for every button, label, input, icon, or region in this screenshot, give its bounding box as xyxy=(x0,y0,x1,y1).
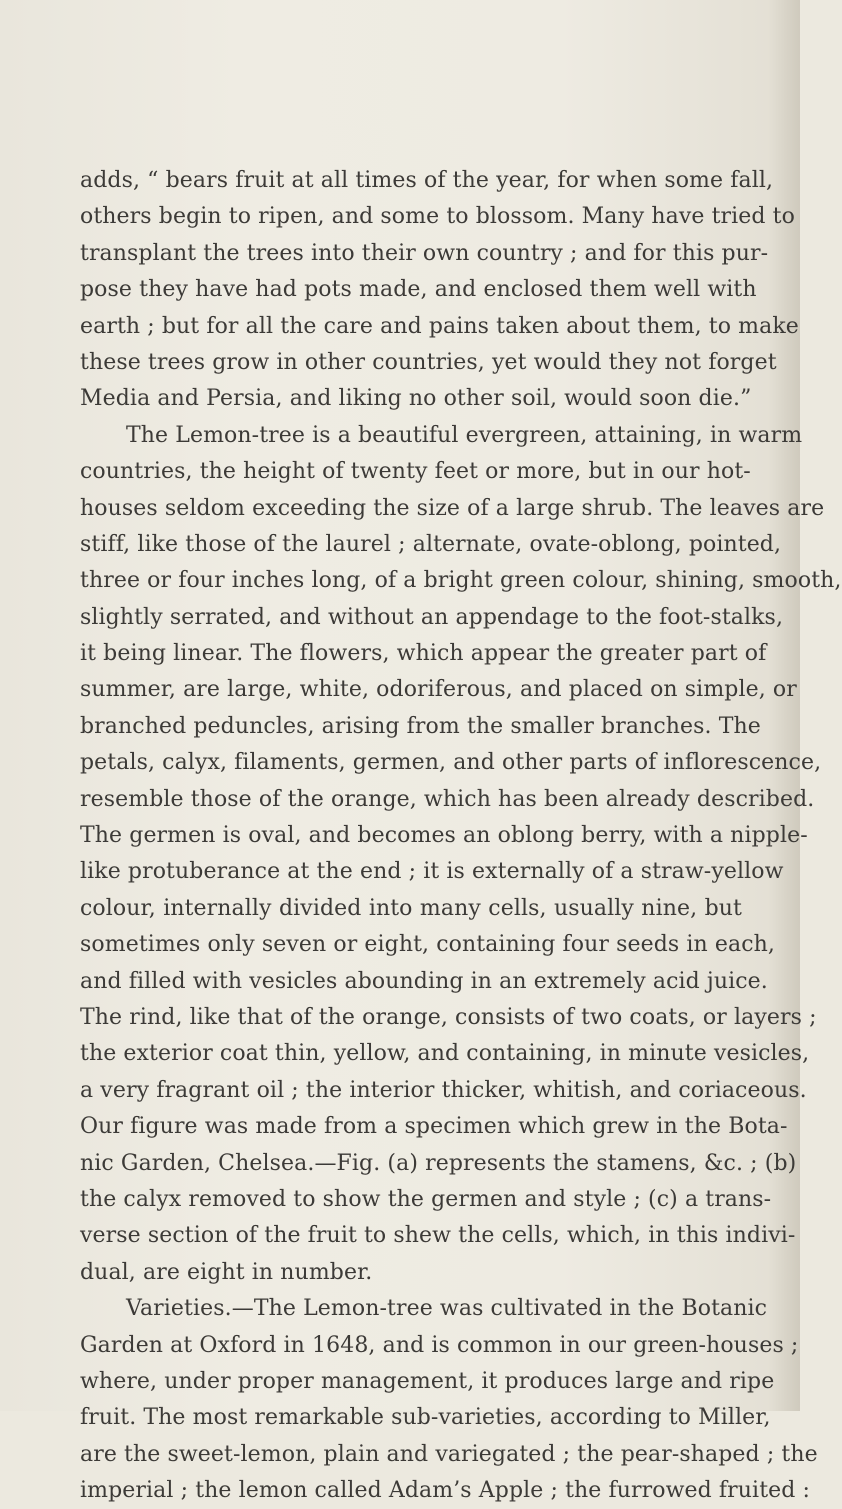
text-line: summer, are large, white, odoriferous, and placed on simple, or xyxy=(80,677,797,703)
text-line: these trees grow in other countries, yet would they not forget xyxy=(80,349,777,375)
text-line: stiff, like those of the laurel ; alternate, ovate-oblong, pointed, xyxy=(80,531,782,557)
text-line: branched peduncles, arising from the smaller branches. The xyxy=(80,713,761,739)
text-line: nic Garden, Chelsea.—Fig. (a) represents the stamens, &c. ; (b) xyxy=(80,1150,797,1176)
text-line: the calyx removed to show the germen and style ; (c) a trans- xyxy=(80,1186,772,1212)
text-line: dual, are eight in number. xyxy=(80,1259,373,1285)
text-line: verse section of the fruit to shew the cells, which, in this indivi- xyxy=(80,1223,796,1249)
text-line: colour, internally divided into many cells, usually nine, but xyxy=(80,895,742,921)
body-text xyxy=(80,163,842,1509)
text-line: transplant the trees into their own country ; and for this pur- xyxy=(80,240,769,266)
text-line: houses seldom exceeding the size of a large shrub. The leaves are xyxy=(80,495,825,521)
text-line: fruit. The most remarkable sub-varieties, according to Miller, xyxy=(80,1405,771,1431)
text-line: sometimes only seven or eight, containing four seeds in each, xyxy=(80,932,775,958)
text-line: Our figure was made from a specimen which grew in the Bota- xyxy=(80,1114,788,1140)
text-line: petals, calyx, filaments, germen, and other parts of inflorescence, xyxy=(80,750,822,776)
text-line: slightly serrated, and without an appendage to the foot-stalks, xyxy=(80,604,784,630)
text-line: resemble those of the orange, which has been already described. xyxy=(80,786,815,812)
text-line: The germen is oval, and becomes an oblong berry, with a nipple- xyxy=(80,823,808,849)
text-line: a very fragrant oil ; the interior thicker, whitish, and coriaceous. xyxy=(80,1077,807,1103)
text-line: countries, the height of twenty feet or more, but in our hot- xyxy=(80,459,751,485)
paragraph-first-line: Varieties.—The Lemon-tree was cultivated in the Botanic xyxy=(126,1296,768,1322)
paragraph-first-line: The Lemon-tree is a beautiful evergreen, attaining, in warm xyxy=(126,422,803,448)
text-line: and filled with vesicles abounding in an extremely acid juice. xyxy=(80,968,768,994)
text-line: it being linear. The flowers, which appear the greater part of xyxy=(80,641,767,667)
text-line: are the sweet-lemon, plain and variegated ; the pear-shaped ; the xyxy=(80,1441,818,1467)
text-line: imperial ; the lemon called Adam’s Apple ; the furrowed fruited : xyxy=(80,1478,811,1504)
text-line: three or four inches long, of a bright green colour, shining, smooth, xyxy=(80,568,842,594)
text-line: the exterior coat thin, yellow, and containing, in minute vesicles, xyxy=(80,1041,810,1067)
text-line: where, under proper management, it produces large and ripe xyxy=(80,1368,775,1394)
text-line: adds, “ bears fruit at all times of the year, for when some fall, xyxy=(80,168,774,193)
text-line: Media and Persia, and liking no other soil, would soon die.” xyxy=(80,386,752,412)
text-line: The rind, like that of the orange, consists of two coats, or layers ; xyxy=(80,1004,817,1030)
text-line: like protuberance at the end ; it is externally of a straw-yellow xyxy=(80,859,784,885)
text-line: pose they have had pots made, and enclosed them well with xyxy=(80,277,757,303)
text-line: earth ; but for all the care and pains taken about them, to make xyxy=(80,313,799,339)
text-line: others begin to ripen, and some to blossom. Many have tried to xyxy=(80,204,795,230)
text-line: Garden at Oxford in 1648, and is common in our green-houses ; xyxy=(80,1332,799,1358)
